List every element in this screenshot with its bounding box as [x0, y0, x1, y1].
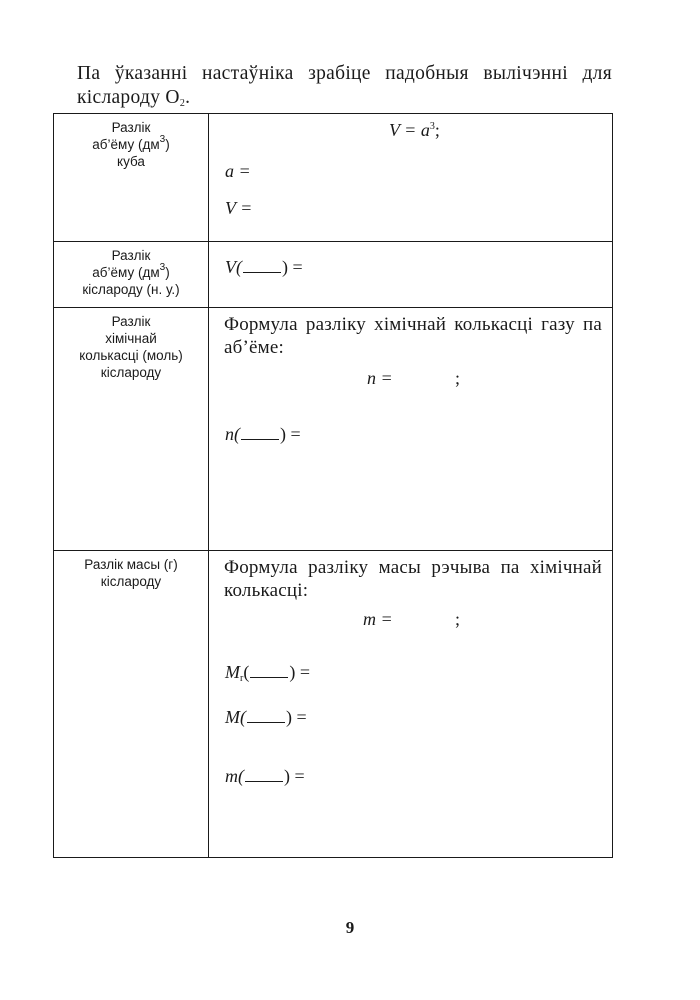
table-row-mass: [54, 551, 613, 858]
line-edge-a[interactable]: a =: [225, 161, 251, 181]
cell-amount[interactable]: [209, 308, 613, 551]
label-line: аб’ёму $(дм^3)$: [92, 134, 170, 152]
expr-relative-molecular-mass[interactable]: $M_r$( ) =: [225, 662, 310, 684]
worksheet-table: [53, 113, 613, 858]
label-line: аб’ёму $(дм^3)$: [92, 262, 170, 280]
row-label-oxygen-volume: [54, 242, 209, 308]
cell-oxygen-volume[interactable]: [209, 242, 613, 308]
cell-cube-volume[interactable]: [209, 114, 613, 242]
fill-blank[interactable]: [243, 256, 281, 273]
fill-blank[interactable]: [250, 661, 288, 678]
intro-subscript: 2: [179, 98, 186, 109]
expr-oxygen-amount[interactable]: n( ) =: [225, 424, 301, 444]
formula-mass-left: m =: [363, 609, 393, 629]
expr-oxygen-mass[interactable]: m( ) =: [225, 766, 305, 786]
label-line: Разлік: [111, 248, 151, 263]
formula-mass-right: ;: [455, 609, 461, 629]
label-line: Разлік: [111, 314, 151, 329]
label-line: куба: [117, 154, 145, 169]
fill-blank[interactable]: [245, 765, 283, 782]
label-line: Разлік: [111, 120, 151, 135]
label-line: кіслароду (н. у.): [82, 282, 180, 297]
table-row-amount: [54, 308, 613, 551]
row-label-cube-volume: [54, 114, 209, 242]
fill-blank[interactable]: [241, 423, 279, 440]
fill-blank[interactable]: [247, 706, 285, 723]
label-line: кіслароду: [100, 574, 162, 589]
expr-molar-mass[interactable]: M( ) =: [225, 707, 307, 727]
cell-mass[interactable]: [209, 551, 613, 858]
formula-description-mass: Формула разліку масы рэчыва па хімічнай колькасці:: [224, 557, 602, 601]
formula-amount-left: n =: [367, 368, 393, 388]
table-row-oxygen-volume: [54, 242, 613, 308]
expr-oxygen-volume[interactable]: V( ) =: [225, 257, 303, 277]
row-label-mass: [54, 551, 209, 858]
line-volume-v[interactable]: V =: [225, 198, 253, 218]
table-row-cube-volume: [54, 114, 613, 242]
formula-cube-volume: $V = a^3$;: [389, 120, 440, 140]
label-line: кіслароду: [100, 365, 162, 380]
intro-end: .: [185, 87, 191, 108]
formula-amount-right: ;: [455, 368, 461, 388]
intro-paragraph: [77, 62, 612, 110]
label-line: хімічнай: [105, 331, 157, 346]
page-number: 9: [345, 918, 355, 937]
label-line: колькасці (моль): [79, 348, 183, 363]
formula-description-amount: Формула разліку хімічнай колькасці газу па аб’ёме:: [224, 314, 602, 358]
row-label-amount: [54, 308, 209, 551]
label-line: Разлік масы (г): [84, 557, 178, 572]
intro-text: Па ўказанні настаўніка зрабіце падобныя вылічэнні для кіслароду O: [77, 63, 612, 108]
